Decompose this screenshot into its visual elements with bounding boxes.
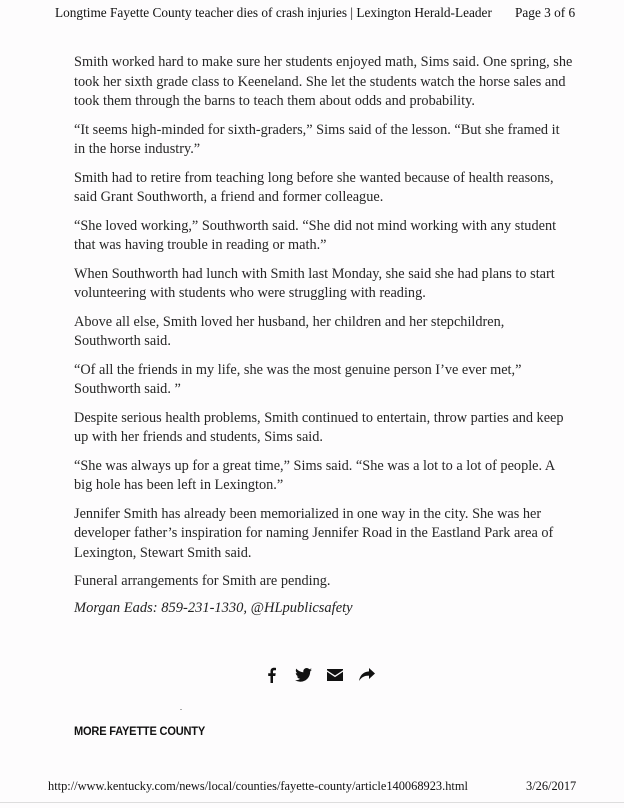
print-date: 3/26/2017 <box>526 779 577 793</box>
email-icon[interactable] <box>326 666 344 684</box>
article-paragraph: Despite serious health problems, Smith continued to entertain, throw parties and keep up with her friends and students, Sims said. <box>74 409 564 445</box>
article-paragraph: “It seems high-minded for sixth-graders,” Sims said of the lesson. “But she framed it in the horse industry.” <box>74 121 560 157</box>
more-section-heading: MORE FAYETTE COUNTY <box>74 724 206 738</box>
article-paragraph: Smith had to retire from teaching long before she wanted because of health reasons, said Grant Southworth, a friend and former colleague. <box>74 169 554 205</box>
share-arrow-icon[interactable] <box>358 666 376 684</box>
article-paragraph: Funeral arrangements for Smith are pending. <box>74 573 331 589</box>
article-paragraph: When Southworth had lunch with Smith last Monday, she said she had plans to start volunteering with students who were struggling with reading. <box>74 265 555 301</box>
page-title: Longtime Fayette County teacher dies of crash injuries | Lexington Herald-Leader <box>55 5 492 20</box>
article-paragraph: Jennifer Smith has already been memorialized in one way in the city. She was her developer father’s inspiration for naming Jennifer Road in the Eastland Park area of Lexington, Stewart Smith said. <box>74 505 554 561</box>
author-byline: Morgan Eads: 859-231-1330, @HLpublicsafety <box>74 600 353 616</box>
page-indicator: Page 3 of 6 <box>515 5 576 20</box>
footer-divider <box>0 802 624 803</box>
article-body <box>74 53 574 601</box>
scan-artifact <box>180 709 182 710</box>
page-url: http://www.kentucky.com/news/local/counties/fayette-county/article140068923.html <box>48 779 468 793</box>
article-paragraph: “Of all the friends in my life, she was the most genuine person I’ve ever met,” Southworth said. ” <box>74 361 522 397</box>
article-paragraph: Smith worked hard to make sure her students enjoyed math, Sims said. One spring, she took her sixth grade class to Keeneland. She let the students watch the horse sales and took them through the barns to teach them about odds and probability. <box>74 54 573 109</box>
article-paragraph: “She loved working,” Southworth said. “She did not mind working with any student that was having trouble in reading or math.” <box>74 217 557 253</box>
twitter-icon[interactable] <box>294 666 312 684</box>
share-bar <box>262 666 376 684</box>
facebook-icon[interactable] <box>262 666 280 684</box>
article-paragraph: Above all else, Smith loved her husband, her children and her stepchildren, Southworth said. <box>74 313 505 349</box>
article-paragraph: “She was always up for a great time,” Sims said. “She was a lot to a lot of people. A big hole has been left in Lexington.” <box>74 457 555 493</box>
